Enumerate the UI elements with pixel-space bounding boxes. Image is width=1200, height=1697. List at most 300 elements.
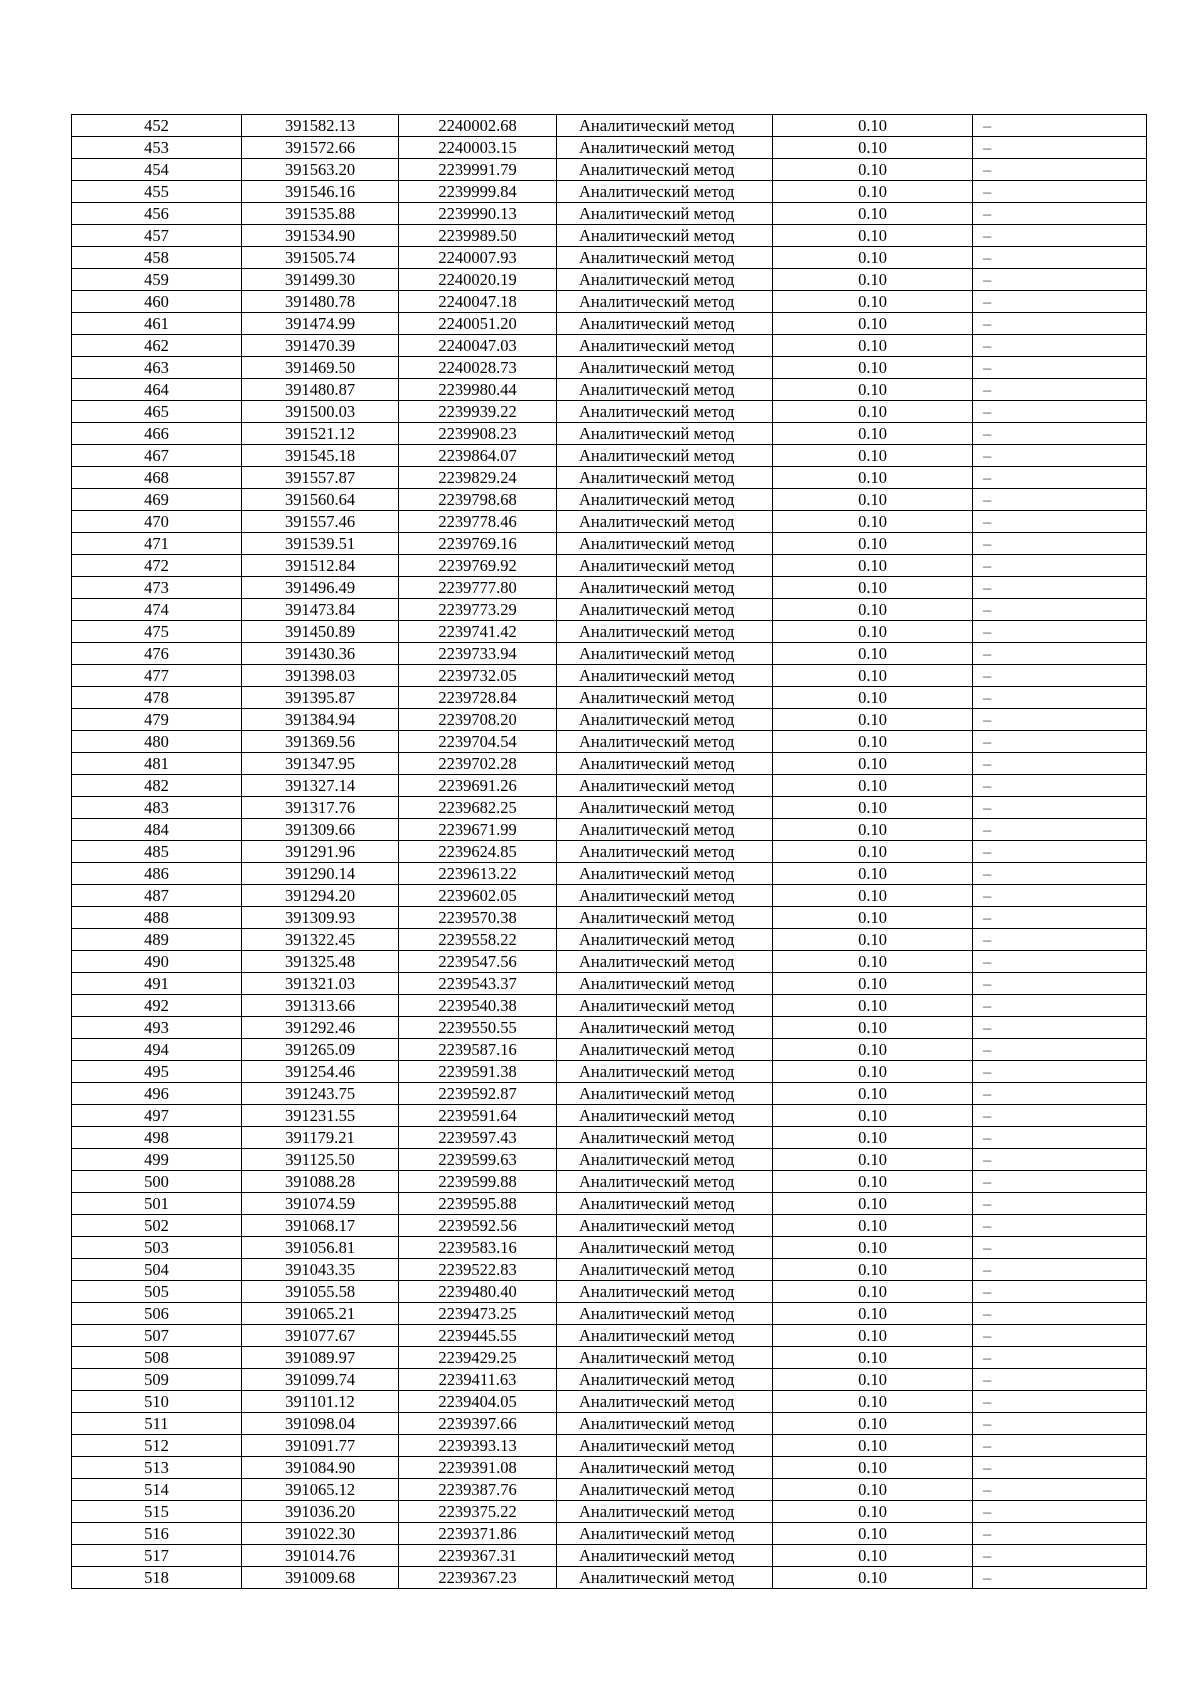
- y-coordinate-cell: 2239397.66: [399, 1413, 557, 1435]
- accuracy-cell: 0.10: [773, 1435, 973, 1457]
- note-cell: –: [973, 313, 1147, 335]
- note-cell: –: [973, 1083, 1147, 1105]
- x-coordinate-cell: 391022.30: [242, 1523, 399, 1545]
- point-number-cell: 456: [72, 203, 242, 225]
- method-cell: Аналитический метод: [557, 1105, 773, 1127]
- table-row: [72, 181, 1147, 203]
- y-coordinate-cell: 2239777.80: [399, 577, 557, 599]
- note-cell: –: [973, 115, 1147, 137]
- accuracy-cell: 0.10: [773, 335, 973, 357]
- table-row: [72, 203, 1147, 225]
- method-cell: Аналитический метод: [557, 1303, 773, 1325]
- method-cell: Аналитический метод: [557, 753, 773, 775]
- accuracy-cell: 0.10: [773, 1105, 973, 1127]
- point-number-cell: 481: [72, 753, 242, 775]
- method-cell: Аналитический метод: [557, 1325, 773, 1347]
- note-cell: –: [973, 621, 1147, 643]
- note-cell: –: [973, 423, 1147, 445]
- accuracy-cell: 0.10: [773, 533, 973, 555]
- point-number-cell: 467: [72, 445, 242, 467]
- accuracy-cell: 0.10: [773, 1523, 973, 1545]
- y-coordinate-cell: 2239908.23: [399, 423, 557, 445]
- point-number-cell: 462: [72, 335, 242, 357]
- method-cell: Аналитический метод: [557, 335, 773, 357]
- y-coordinate-cell: 2239547.56: [399, 951, 557, 973]
- note-cell: –: [973, 775, 1147, 797]
- accuracy-cell: 0.10: [773, 643, 973, 665]
- accuracy-cell: 0.10: [773, 1259, 973, 1281]
- method-cell: Аналитический метод: [557, 1193, 773, 1215]
- note-cell: –: [973, 1017, 1147, 1039]
- table-row: [72, 137, 1147, 159]
- x-coordinate-cell: 391470.39: [242, 335, 399, 357]
- y-coordinate-cell: 2239769.92: [399, 555, 557, 577]
- method-cell: Аналитический метод: [557, 1413, 773, 1435]
- point-number-cell: 504: [72, 1259, 242, 1281]
- note-cell: –: [973, 533, 1147, 555]
- y-coordinate-cell: 2239480.40: [399, 1281, 557, 1303]
- table-row: [72, 1039, 1147, 1061]
- y-coordinate-cell: 2239671.99: [399, 819, 557, 841]
- x-coordinate-cell: 391572.66: [242, 137, 399, 159]
- table-row: [72, 885, 1147, 907]
- method-cell: Аналитический метод: [557, 1083, 773, 1105]
- point-number-cell: 500: [72, 1171, 242, 1193]
- method-cell: Аналитический метод: [557, 1369, 773, 1391]
- point-number-cell: 478: [72, 687, 242, 709]
- accuracy-cell: 0.10: [773, 1545, 973, 1567]
- note-cell: –: [973, 1149, 1147, 1171]
- note-cell: –: [973, 1259, 1147, 1281]
- method-cell: Аналитический метод: [557, 863, 773, 885]
- x-coordinate-cell: 391317.76: [242, 797, 399, 819]
- table-row: [72, 401, 1147, 423]
- accuracy-cell: 0.10: [773, 1281, 973, 1303]
- note-cell: –: [973, 291, 1147, 313]
- y-coordinate-cell: 2239583.16: [399, 1237, 557, 1259]
- y-coordinate-cell: 2239864.07: [399, 445, 557, 467]
- point-number-cell: 459: [72, 269, 242, 291]
- x-coordinate-cell: 391101.12: [242, 1391, 399, 1413]
- accuracy-cell: 0.10: [773, 819, 973, 841]
- note-cell: –: [973, 511, 1147, 533]
- accuracy-cell: 0.10: [773, 709, 973, 731]
- note-cell: –: [973, 225, 1147, 247]
- note-cell: –: [973, 1105, 1147, 1127]
- note-cell: –: [973, 1325, 1147, 1347]
- x-coordinate-cell: 391084.90: [242, 1457, 399, 1479]
- accuracy-cell: 0.10: [773, 1039, 973, 1061]
- y-coordinate-cell: 2239798.68: [399, 489, 557, 511]
- accuracy-cell: 0.10: [773, 1457, 973, 1479]
- note-cell: –: [973, 643, 1147, 665]
- accuracy-cell: 0.10: [773, 1237, 973, 1259]
- point-number-cell: 473: [72, 577, 242, 599]
- note-cell: –: [973, 819, 1147, 841]
- note-cell: –: [973, 907, 1147, 929]
- x-coordinate-cell: 391055.58: [242, 1281, 399, 1303]
- point-number-cell: 517: [72, 1545, 242, 1567]
- point-number-cell: 502: [72, 1215, 242, 1237]
- note-cell: –: [973, 1347, 1147, 1369]
- table-row: [72, 929, 1147, 951]
- y-coordinate-cell: 2239728.84: [399, 687, 557, 709]
- method-cell: Аналитический метод: [557, 929, 773, 951]
- point-number-cell: 515: [72, 1501, 242, 1523]
- y-coordinate-cell: 2239732.05: [399, 665, 557, 687]
- point-number-cell: 508: [72, 1347, 242, 1369]
- table-row: [72, 159, 1147, 181]
- x-coordinate-cell: 391327.14: [242, 775, 399, 797]
- table-row: [72, 1149, 1147, 1171]
- method-cell: Аналитический метод: [557, 1259, 773, 1281]
- table-row: [72, 247, 1147, 269]
- accuracy-cell: 0.10: [773, 885, 973, 907]
- x-coordinate-cell: 391505.74: [242, 247, 399, 269]
- table-row: [72, 1017, 1147, 1039]
- accuracy-cell: 0.10: [773, 797, 973, 819]
- method-cell: Аналитический метод: [557, 665, 773, 687]
- point-number-cell: 477: [72, 665, 242, 687]
- point-number-cell: 489: [72, 929, 242, 951]
- method-cell: Аналитический метод: [557, 225, 773, 247]
- x-coordinate-cell: 391243.75: [242, 1083, 399, 1105]
- method-cell: Аналитический метод: [557, 599, 773, 621]
- point-number-cell: 516: [72, 1523, 242, 1545]
- y-coordinate-cell: 2239741.42: [399, 621, 557, 643]
- y-coordinate-cell: 2240047.03: [399, 335, 557, 357]
- point-number-cell: 499: [72, 1149, 242, 1171]
- y-coordinate-cell: 2239682.25: [399, 797, 557, 819]
- y-coordinate-cell: 2239540.38: [399, 995, 557, 1017]
- note-cell: –: [973, 1523, 1147, 1545]
- table-row: [72, 621, 1147, 643]
- table-row: [72, 291, 1147, 313]
- method-cell: Аналитический метод: [557, 533, 773, 555]
- x-coordinate-cell: 391582.13: [242, 115, 399, 137]
- y-coordinate-cell: 2239990.13: [399, 203, 557, 225]
- point-number-cell: 512: [72, 1435, 242, 1457]
- note-cell: –: [973, 137, 1147, 159]
- note-cell: –: [973, 445, 1147, 467]
- table-row: [72, 951, 1147, 973]
- y-coordinate-cell: 2239704.54: [399, 731, 557, 753]
- x-coordinate-cell: 391309.93: [242, 907, 399, 929]
- table-row: [72, 1479, 1147, 1501]
- table-row: [72, 643, 1147, 665]
- y-coordinate-cell: 2239445.55: [399, 1325, 557, 1347]
- point-number-cell: 463: [72, 357, 242, 379]
- x-coordinate-cell: 391014.76: [242, 1545, 399, 1567]
- table-row: [72, 599, 1147, 621]
- table-row: [72, 665, 1147, 687]
- x-coordinate-cell: 391290.14: [242, 863, 399, 885]
- method-cell: Аналитический метод: [557, 379, 773, 401]
- method-cell: Аналитический метод: [557, 1523, 773, 1545]
- accuracy-cell: 0.10: [773, 995, 973, 1017]
- x-coordinate-cell: 391125.50: [242, 1149, 399, 1171]
- x-coordinate-cell: 391068.17: [242, 1215, 399, 1237]
- table-row: [72, 797, 1147, 819]
- point-number-cell: 514: [72, 1479, 242, 1501]
- point-number-cell: 498: [72, 1127, 242, 1149]
- point-number-cell: 469: [72, 489, 242, 511]
- point-number-cell: 471: [72, 533, 242, 555]
- x-coordinate-cell: 391545.18: [242, 445, 399, 467]
- accuracy-cell: 0.10: [773, 577, 973, 599]
- x-coordinate-cell: 391077.67: [242, 1325, 399, 1347]
- accuracy-cell: 0.10: [773, 1215, 973, 1237]
- point-number-cell: 470: [72, 511, 242, 533]
- point-number-cell: 510: [72, 1391, 242, 1413]
- method-cell: Аналитический метод: [557, 1567, 773, 1589]
- table-row: [72, 1237, 1147, 1259]
- x-coordinate-cell: 391043.35: [242, 1259, 399, 1281]
- method-cell: Аналитический метод: [557, 907, 773, 929]
- y-coordinate-cell: 2240007.93: [399, 247, 557, 269]
- table-row: [72, 1501, 1147, 1523]
- note-cell: –: [973, 973, 1147, 995]
- method-cell: Аналитический метод: [557, 1017, 773, 1039]
- table-row: [72, 731, 1147, 753]
- note-cell: –: [973, 1237, 1147, 1259]
- y-coordinate-cell: 2239599.88: [399, 1171, 557, 1193]
- note-cell: –: [973, 269, 1147, 291]
- x-coordinate-cell: 391313.66: [242, 995, 399, 1017]
- note-cell: –: [973, 401, 1147, 423]
- table-row: [72, 379, 1147, 401]
- method-cell: Аналитический метод: [557, 1061, 773, 1083]
- y-coordinate-cell: 2239733.94: [399, 643, 557, 665]
- method-cell: Аналитический метод: [557, 577, 773, 599]
- x-coordinate-cell: 391325.48: [242, 951, 399, 973]
- table-row: [72, 1391, 1147, 1413]
- note-cell: –: [973, 1567, 1147, 1589]
- accuracy-cell: 0.10: [773, 445, 973, 467]
- table-row: [72, 225, 1147, 247]
- method-cell: Аналитический метод: [557, 1479, 773, 1501]
- x-coordinate-cell: 391560.64: [242, 489, 399, 511]
- accuracy-cell: 0.10: [773, 1479, 973, 1501]
- accuracy-cell: 0.10: [773, 753, 973, 775]
- accuracy-cell: 0.10: [773, 951, 973, 973]
- point-number-cell: 454: [72, 159, 242, 181]
- x-coordinate-cell: 391088.28: [242, 1171, 399, 1193]
- table-row: [72, 1083, 1147, 1105]
- y-coordinate-cell: 2239991.79: [399, 159, 557, 181]
- y-coordinate-cell: 2239591.64: [399, 1105, 557, 1127]
- accuracy-cell: 0.10: [773, 1083, 973, 1105]
- x-coordinate-cell: 391179.21: [242, 1127, 399, 1149]
- table-row: [72, 907, 1147, 929]
- y-coordinate-cell: 2239613.22: [399, 863, 557, 885]
- note-cell: –: [973, 1479, 1147, 1501]
- x-coordinate-cell: 391473.84: [242, 599, 399, 621]
- method-cell: Аналитический метод: [557, 291, 773, 313]
- method-cell: Аналитический метод: [557, 621, 773, 643]
- x-coordinate-cell: 391036.20: [242, 1501, 399, 1523]
- y-coordinate-cell: 2239778.46: [399, 511, 557, 533]
- accuracy-cell: 0.10: [773, 1171, 973, 1193]
- y-coordinate-cell: 2239522.83: [399, 1259, 557, 1281]
- note-cell: –: [973, 1435, 1147, 1457]
- note-cell: –: [973, 687, 1147, 709]
- accuracy-cell: 0.10: [773, 863, 973, 885]
- accuracy-cell: 0.10: [773, 1303, 973, 1325]
- x-coordinate-cell: 391469.50: [242, 357, 399, 379]
- note-cell: –: [973, 1391, 1147, 1413]
- point-number-cell: 490: [72, 951, 242, 973]
- table-row: [72, 819, 1147, 841]
- table-row: [72, 1105, 1147, 1127]
- y-coordinate-cell: 2239769.16: [399, 533, 557, 555]
- accuracy-cell: 0.10: [773, 1391, 973, 1413]
- x-coordinate-cell: 391056.81: [242, 1237, 399, 1259]
- table-row: [72, 357, 1147, 379]
- note-cell: –: [973, 1369, 1147, 1391]
- method-cell: Аналитический метод: [557, 181, 773, 203]
- accuracy-cell: 0.10: [773, 1061, 973, 1083]
- note-cell: –: [973, 555, 1147, 577]
- accuracy-cell: 0.10: [773, 511, 973, 533]
- method-cell: Аналитический метод: [557, 357, 773, 379]
- x-coordinate-cell: 391099.74: [242, 1369, 399, 1391]
- point-number-cell: 506: [72, 1303, 242, 1325]
- x-coordinate-cell: 391065.21: [242, 1303, 399, 1325]
- method-cell: Аналитический метод: [557, 467, 773, 489]
- y-coordinate-cell: 2239371.86: [399, 1523, 557, 1545]
- x-coordinate-cell: 391098.04: [242, 1413, 399, 1435]
- accuracy-cell: 0.10: [773, 1325, 973, 1347]
- method-cell: Аналитический метод: [557, 643, 773, 665]
- y-coordinate-cell: 2239558.22: [399, 929, 557, 951]
- x-coordinate-cell: 391291.96: [242, 841, 399, 863]
- y-coordinate-cell: 2239375.22: [399, 1501, 557, 1523]
- note-cell: –: [973, 489, 1147, 511]
- y-coordinate-cell: 2239411.63: [399, 1369, 557, 1391]
- x-coordinate-cell: 391231.55: [242, 1105, 399, 1127]
- x-coordinate-cell: 391430.36: [242, 643, 399, 665]
- method-cell: Аналитический метод: [557, 1457, 773, 1479]
- y-coordinate-cell: 2239404.05: [399, 1391, 557, 1413]
- x-coordinate-cell: 391535.88: [242, 203, 399, 225]
- note-cell: –: [973, 577, 1147, 599]
- y-coordinate-cell: 2239595.88: [399, 1193, 557, 1215]
- method-cell: Аналитический метод: [557, 841, 773, 863]
- x-coordinate-cell: 391384.94: [242, 709, 399, 731]
- y-coordinate-cell: 2239570.38: [399, 907, 557, 929]
- y-coordinate-cell: 2239708.20: [399, 709, 557, 731]
- x-coordinate-cell: 391074.59: [242, 1193, 399, 1215]
- accuracy-cell: 0.10: [773, 731, 973, 753]
- point-number-cell: 501: [72, 1193, 242, 1215]
- point-number-cell: 491: [72, 973, 242, 995]
- y-coordinate-cell: 2239387.76: [399, 1479, 557, 1501]
- accuracy-cell: 0.10: [773, 1501, 973, 1523]
- coordinate-table: [71, 114, 1147, 1589]
- accuracy-cell: 0.10: [773, 269, 973, 291]
- method-cell: Аналитический метод: [557, 1501, 773, 1523]
- y-coordinate-cell: 2240047.18: [399, 291, 557, 313]
- table-row: [72, 1171, 1147, 1193]
- x-coordinate-cell: 391496.49: [242, 577, 399, 599]
- note-cell: –: [973, 1039, 1147, 1061]
- table-row: [72, 753, 1147, 775]
- point-number-cell: 495: [72, 1061, 242, 1083]
- table-row: [72, 533, 1147, 555]
- y-coordinate-cell: 2239602.05: [399, 885, 557, 907]
- point-number-cell: 484: [72, 819, 242, 841]
- x-coordinate-cell: 391474.99: [242, 313, 399, 335]
- x-coordinate-cell: 391521.12: [242, 423, 399, 445]
- x-coordinate-cell: 391398.03: [242, 665, 399, 687]
- table-row: [72, 687, 1147, 709]
- method-cell: Аналитический метод: [557, 313, 773, 335]
- method-cell: Аналитический метод: [557, 1215, 773, 1237]
- method-cell: Аналитический метод: [557, 951, 773, 973]
- y-coordinate-cell: 2240002.68: [399, 115, 557, 137]
- table-row: [72, 335, 1147, 357]
- x-coordinate-cell: 391292.46: [242, 1017, 399, 1039]
- point-number-cell: 466: [72, 423, 242, 445]
- accuracy-cell: 0.10: [773, 137, 973, 159]
- accuracy-cell: 0.10: [773, 489, 973, 511]
- table-row: [72, 445, 1147, 467]
- point-number-cell: 496: [72, 1083, 242, 1105]
- accuracy-cell: 0.10: [773, 1149, 973, 1171]
- note-cell: –: [973, 599, 1147, 621]
- method-cell: Аналитический метод: [557, 269, 773, 291]
- accuracy-cell: 0.10: [773, 973, 973, 995]
- method-cell: Аналитический метод: [557, 423, 773, 445]
- x-coordinate-cell: 391557.46: [242, 511, 399, 533]
- method-cell: Аналитический метод: [557, 797, 773, 819]
- note-cell: –: [973, 1215, 1147, 1237]
- x-coordinate-cell: 391512.84: [242, 555, 399, 577]
- note-cell: –: [973, 665, 1147, 687]
- note-cell: –: [973, 753, 1147, 775]
- accuracy-cell: 0.10: [773, 599, 973, 621]
- y-coordinate-cell: 2239591.38: [399, 1061, 557, 1083]
- point-number-cell: 479: [72, 709, 242, 731]
- accuracy-cell: 0.10: [773, 357, 973, 379]
- table-row: [72, 1457, 1147, 1479]
- table-row: [72, 1127, 1147, 1149]
- accuracy-cell: 0.10: [773, 687, 973, 709]
- point-number-cell: 452: [72, 115, 242, 137]
- method-cell: Аналитический метод: [557, 1149, 773, 1171]
- accuracy-cell: 0.10: [773, 841, 973, 863]
- note-cell: –: [973, 1303, 1147, 1325]
- method-cell: Аналитический метод: [557, 137, 773, 159]
- note-cell: –: [973, 203, 1147, 225]
- y-coordinate-cell: 2239391.08: [399, 1457, 557, 1479]
- y-coordinate-cell: 2239592.87: [399, 1083, 557, 1105]
- method-cell: Аналитический метод: [557, 1039, 773, 1061]
- table-row: [72, 1567, 1147, 1589]
- table-row: [72, 1061, 1147, 1083]
- table-row: [72, 973, 1147, 995]
- note-cell: –: [973, 797, 1147, 819]
- accuracy-cell: 0.10: [773, 1347, 973, 1369]
- point-number-cell: 487: [72, 885, 242, 907]
- point-number-cell: 482: [72, 775, 242, 797]
- note-cell: –: [973, 995, 1147, 1017]
- table-row: [72, 555, 1147, 577]
- point-number-cell: 505: [72, 1281, 242, 1303]
- point-number-cell: 480: [72, 731, 242, 753]
- point-number-cell: 503: [72, 1237, 242, 1259]
